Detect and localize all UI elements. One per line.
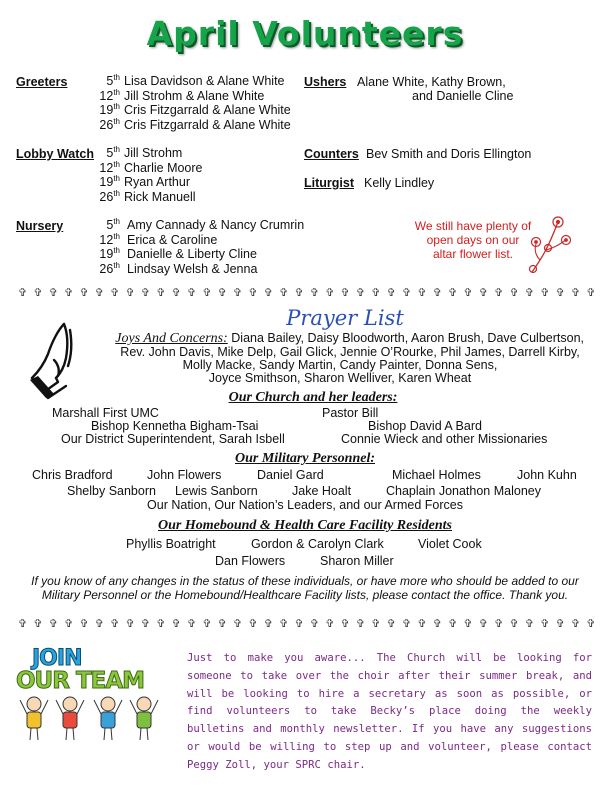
cross-icon: ✞ bbox=[386, 287, 396, 299]
list-item: 19th Ryan Arthur bbox=[99, 174, 191, 190]
cross-icon: ✞ bbox=[18, 287, 28, 299]
cross-icon: ✞ bbox=[540, 287, 550, 299]
cross-divider bbox=[18, 286, 596, 299]
cross-icon: ✞ bbox=[79, 287, 89, 299]
cross-icon: ✞ bbox=[586, 287, 596, 299]
cross-icon: ✞ bbox=[186, 618, 197, 630]
list-item: 5th Amy Cannady & Nancy Crumrin bbox=[106, 217, 305, 232]
cross-icon: ✞ bbox=[279, 287, 289, 299]
military-heading: Our Military Personnel: bbox=[234, 451, 375, 466]
cross-icon: ✞ bbox=[263, 618, 273, 630]
cross-icon: ✞ bbox=[524, 287, 535, 299]
military-person: John Flowers bbox=[147, 468, 222, 482]
cross-icon: ✞ bbox=[171, 287, 181, 299]
cross-icon: ✞ bbox=[432, 287, 442, 299]
cross-icon: ✞ bbox=[217, 287, 227, 299]
cross-icon: ✞ bbox=[156, 287, 166, 299]
list-item: 26th Rick Manuell bbox=[99, 188, 196, 204]
cross-icon: ✞ bbox=[586, 618, 596, 630]
cross-icon: ✞ bbox=[233, 287, 243, 299]
cross-icon: ✞ bbox=[570, 287, 581, 299]
cross-icon: ✞ bbox=[156, 618, 166, 630]
military-person: Chaplain Jonathon Maloney bbox=[386, 484, 541, 498]
military-person: John Kuhn bbox=[517, 468, 577, 482]
cross-icon: ✞ bbox=[309, 618, 320, 630]
ushers-names-line2: and Danielle Cline bbox=[412, 89, 514, 103]
ushers-label: Ushers bbox=[304, 75, 347, 89]
cross-icon: ✞ bbox=[463, 618, 473, 630]
church-leader: Bishop David A Bard bbox=[368, 419, 482, 433]
church-leader: Marshall First UMC bbox=[52, 406, 159, 420]
military-person: Daniel Gard bbox=[257, 468, 324, 482]
list-item: 19th Cris Fitzgarrald & Alane White bbox=[99, 102, 291, 118]
cross-icon: ✞ bbox=[371, 618, 381, 630]
nursery-label: Nursery bbox=[16, 219, 64, 233]
cross-icon: ✞ bbox=[463, 287, 473, 299]
joys-concerns-label: Joys And Concerns: bbox=[115, 331, 228, 346]
cross-icon: ✞ bbox=[355, 618, 366, 630]
cross-icon: ✞ bbox=[340, 287, 350, 299]
cross-icon: ✞ bbox=[79, 618, 89, 630]
cross-icon: ✞ bbox=[125, 618, 135, 630]
liturgist-names: Kelly Lindley bbox=[364, 176, 435, 190]
list-item: 12th Erica & Caroline bbox=[99, 231, 218, 247]
cross-icon: ✞ bbox=[279, 618, 289, 630]
lobby-watch-list bbox=[96, 146, 203, 204]
liturgist-label: Liturgist bbox=[304, 176, 354, 190]
cross-icon: ✞ bbox=[110, 618, 120, 630]
military-person: Lewis Sanborn bbox=[175, 484, 258, 498]
cross-icon: ✞ bbox=[448, 618, 458, 630]
greeters-list bbox=[96, 74, 291, 132]
cross-icon: ✞ bbox=[478, 287, 488, 299]
list-item: 19th Danielle & Liberty Cline bbox=[99, 246, 257, 262]
join-our-team-logo: JOIN OUR TEAM bbox=[14, 644, 166, 744]
military-person: Jake Hoalt bbox=[292, 484, 352, 498]
joys-concerns: Joys And Concerns: Diana Bailey, Daisy Bloodworth, Aaron Brush, Dave Culbertson, bbox=[115, 331, 584, 346]
cross-icon: ✞ bbox=[64, 287, 74, 299]
list-item: 5th Jill Strohm bbox=[106, 145, 183, 160]
cross-icon: ✞ bbox=[340, 618, 350, 630]
cross-icon: ✞ bbox=[33, 618, 43, 630]
church-leader: Connie Wieck and other Missionaries bbox=[341, 432, 548, 446]
church-leader: Our District Superintendent, Sarah Isbell bbox=[61, 432, 285, 446]
cross-icon: ✞ bbox=[171, 618, 181, 630]
church-leaders-heading: Our Church and her leaders: bbox=[228, 390, 398, 405]
cross-icon: ✞ bbox=[110, 287, 120, 299]
cross-icon: ✞ bbox=[202, 287, 212, 299]
greeters-label: Greeters bbox=[16, 75, 68, 89]
joys-line-3: Molly Macke, Sandy Martin, Candy Painter, Donna Sens, bbox=[182, 358, 498, 372]
cross-icon: ✞ bbox=[401, 618, 412, 630]
cross-icon: ✞ bbox=[217, 618, 227, 630]
military-person: Chris Bradford bbox=[32, 468, 113, 482]
cross-icon: ✞ bbox=[509, 287, 519, 299]
prayer-list-title: Prayer List bbox=[286, 306, 404, 330]
cross-icon: ✞ bbox=[325, 618, 335, 630]
cross-icon: ✞ bbox=[401, 287, 412, 299]
joys-line-4: Joyce Smithson, Sharon Welliver, Karen Wheat bbox=[208, 371, 472, 385]
cross-icon: ✞ bbox=[18, 618, 28, 630]
nursery-list bbox=[96, 218, 304, 276]
cross-icon: ✞ bbox=[48, 618, 58, 630]
cross-icon: ✞ bbox=[94, 287, 105, 299]
cross-icon: ✞ bbox=[309, 287, 320, 299]
cross-divider bbox=[18, 617, 596, 630]
cross-icon: ✞ bbox=[355, 287, 366, 299]
cross-icon: ✞ bbox=[325, 287, 335, 299]
church-leader: Pastor Bill bbox=[322, 406, 379, 420]
military-line-3: Our Nation, Our Nation’s Leaders, and our Armed Forces bbox=[147, 498, 463, 512]
flower-branch-icon bbox=[524, 214, 572, 276]
cross-icon: ✞ bbox=[202, 618, 212, 630]
joys-line-2: Rev. John Davis, Mike Delp, Gail Glick, Jennie O’Rourke, Phil James, Darrell Kirby, bbox=[120, 345, 580, 359]
announcement-text: Just to make you aware... The Church will be looking for someone to take over the choir after their summer break, and will be looking to hire a secretary as soon as possible, or find volunteers to take Becky’s place doing the weekly bulletins and monthly newsletter. If you have any suggestions or would be willing to step up and volunteer, please contact Peggy Zoll, your SPRC chair. bbox=[187, 652, 592, 771]
cross-icon: ✞ bbox=[33, 287, 43, 299]
cross-icon: ✞ bbox=[294, 618, 304, 630]
list-item: 26th Lindsay Welsh & Jenna bbox=[99, 260, 258, 276]
homebound-person: Phyllis Boatright bbox=[126, 537, 216, 551]
list-item: 5th Lisa Davidson & Alane White bbox=[106, 73, 285, 88]
cross-icon: ✞ bbox=[540, 618, 550, 630]
cross-icon: ✞ bbox=[494, 287, 504, 299]
cross-icon: ✞ bbox=[248, 618, 258, 630]
cross-icon: ✞ bbox=[140, 618, 151, 630]
altar-flower-note: We still have plenty of open days on our altar flower list. bbox=[414, 219, 532, 261]
cross-icon: ✞ bbox=[509, 618, 519, 630]
kids-icon bbox=[14, 694, 166, 744]
cross-icon: ✞ bbox=[417, 287, 427, 299]
cross-icon: ✞ bbox=[555, 287, 565, 299]
homebound-person: Gordon & Carolyn Clark bbox=[251, 537, 384, 551]
homebound-person: Dan Flowers bbox=[215, 554, 286, 568]
cross-icon: ✞ bbox=[417, 618, 427, 630]
cross-icon: ✞ bbox=[494, 618, 504, 630]
list-item: 12th Jill Strohm & Alane White bbox=[99, 87, 265, 103]
homebound-heading: Our Homebound & Health Care Facility Residents bbox=[157, 518, 453, 533]
page-title: April Volunteers bbox=[146, 14, 464, 53]
cross-icon: ✞ bbox=[140, 287, 151, 299]
cross-icon: ✞ bbox=[294, 287, 304, 299]
cross-icon: ✞ bbox=[570, 618, 581, 630]
contact-office-note: If you know of any changes in the status of these individuals, or have more who should be added to our Military Personnel or the Homebound/Healthcare Facility lists, please contact the office. Thank you. bbox=[31, 574, 579, 602]
ushers-names-line1: Alane White, Kathy Brown, bbox=[357, 75, 506, 89]
list-item: 26th Cris Fitzgarrald & Alane White bbox=[99, 116, 291, 132]
homebound-person: Violet Cook bbox=[418, 537, 482, 551]
cross-icon: ✞ bbox=[555, 618, 565, 630]
lobby-watch-label: Lobby Watch bbox=[16, 147, 95, 161]
cross-icon: ✞ bbox=[524, 618, 535, 630]
counters-label: Counters bbox=[304, 147, 359, 161]
homebound-person: Sharon Miller bbox=[320, 554, 394, 568]
cross-icon: ✞ bbox=[478, 618, 488, 630]
military-person: Michael Holmes bbox=[392, 468, 481, 482]
list-item: 12th Charlie Moore bbox=[99, 159, 203, 175]
cross-icon: ✞ bbox=[64, 618, 74, 630]
cross-icon: ✞ bbox=[94, 618, 105, 630]
cross-icon: ✞ bbox=[125, 287, 135, 299]
cross-icon: ✞ bbox=[448, 287, 458, 299]
cross-icon: ✞ bbox=[263, 287, 273, 299]
church-leader: Bishop Kennetha Bigham-Tsai bbox=[91, 419, 259, 433]
cross-icon: ✞ bbox=[386, 618, 396, 630]
military-person: Shelby Sanborn bbox=[67, 484, 156, 498]
cross-icon: ✞ bbox=[432, 618, 442, 630]
cross-icon: ✞ bbox=[233, 618, 243, 630]
counters-names: Bev Smith and Doris Ellington bbox=[366, 147, 532, 161]
cross-icon: ✞ bbox=[48, 287, 58, 299]
cross-icon: ✞ bbox=[248, 287, 258, 299]
cross-icon: ✞ bbox=[371, 287, 381, 299]
cross-icon: ✞ bbox=[186, 287, 197, 299]
